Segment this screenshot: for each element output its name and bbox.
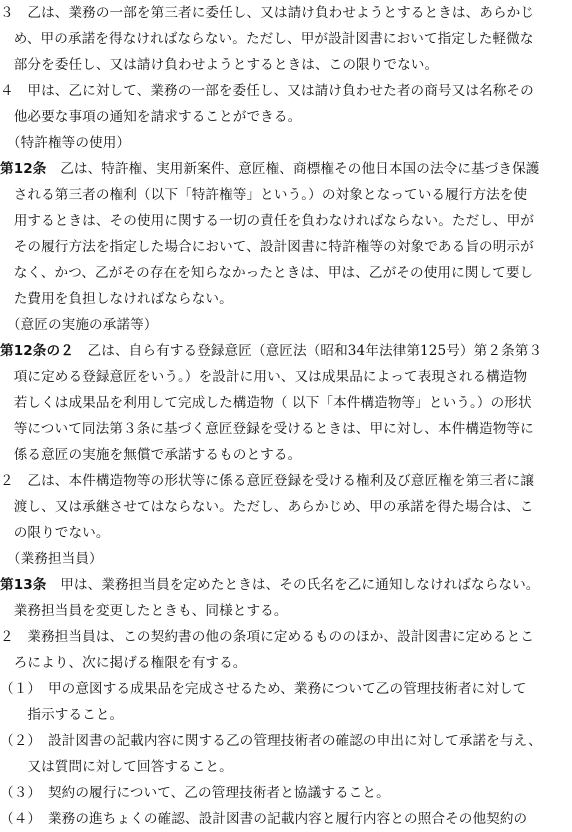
line-text: め、甲の承諾を得なければならない。ただし、甲が設計図書において指定した軽微な bbox=[0, 31, 534, 47]
line-text: 項に定める登録意匠をいう。）を設計に用い、又は成果品によって表現される構造物 bbox=[0, 369, 528, 385]
article-heading: 第13条 bbox=[0, 577, 47, 593]
text-line bbox=[0, 390, 532, 416]
line-text: ３ 乙は、業務の一部を第三者に委任し、又は請け負わせようとするときは、あらかじ bbox=[0, 5, 535, 21]
line-text: 係る意匠の実施を無償で承諾するものとする。 bbox=[0, 447, 302, 463]
line-text: （４） 業務の進ちょくの確認、設計図書の記載内容と履行内容との照合その他契約の bbox=[0, 811, 528, 827]
text-line bbox=[0, 286, 233, 312]
text-line bbox=[0, 624, 534, 650]
text-line bbox=[0, 702, 123, 728]
text-line bbox=[0, 26, 534, 52]
line-text: 業務担当員を変更したときも、同様とする。 bbox=[0, 603, 288, 619]
line-text: た費用を負担しなければならない。 bbox=[0, 291, 233, 307]
line-text: 乙は、特許権、実用新案件、意匠権、商標権その他日本国の法令に基づき保護 bbox=[46, 161, 540, 177]
line-text: 他必要な事項の通知を請求することができる。 bbox=[0, 109, 302, 125]
text-line bbox=[0, 520, 110, 546]
text-line bbox=[0, 0, 534, 26]
text-line bbox=[0, 728, 542, 754]
text-line bbox=[0, 650, 247, 676]
text-line bbox=[0, 806, 527, 832]
text-line bbox=[0, 494, 534, 520]
article-heading: 第12条の２ bbox=[0, 343, 74, 359]
line-text: ２ 業務担当員は、この契約書の他の条項に定めるもののほか、設計図書に定めるとこ bbox=[0, 629, 535, 645]
text-line bbox=[0, 338, 542, 364]
text-line bbox=[0, 312, 158, 338]
text-line bbox=[0, 130, 130, 156]
line-text: 乙は、自ら有する登録意匠（意匠法（昭和34年法律第125号）第２条第３ bbox=[73, 343, 543, 359]
text-line bbox=[0, 676, 526, 702]
line-text: なく、かつ、乙がその存在を知らなかったときは、甲は、乙がその使用に関して要し bbox=[0, 265, 534, 281]
line-text: 渡し、又は承継させてはならない。ただし、あらかじめ、甲の承諾を得た場合は、こ bbox=[0, 499, 534, 515]
text-line bbox=[0, 364, 527, 390]
line-text: ろにより、次に掲げる権限を有する。 bbox=[0, 655, 247, 671]
line-text: 若しくは成果品を利用して完成した構造物（ 以下「本件構造物等」という。）の形状 bbox=[0, 395, 532, 411]
text-line bbox=[0, 52, 438, 78]
line-text: ２ 乙は、本件構造物等の形状等に係る意匠登録を受ける権利及び意匠権を第三者に譲 bbox=[0, 473, 535, 489]
text-line bbox=[0, 754, 233, 780]
line-text: その履行方法を指定した場合において、設計図書に特許権等の対象である旨の明示が bbox=[0, 239, 534, 255]
text-line bbox=[0, 78, 534, 104]
text-line bbox=[0, 598, 288, 624]
line-text: （１） 甲の意図する成果品を完成させるため、業務について乙の管理技術者に対して bbox=[0, 681, 527, 697]
line-text: の限りでない。 bbox=[0, 525, 110, 541]
text-line bbox=[0, 572, 540, 598]
line-text: （意匠の実施の承諾等） bbox=[0, 317, 158, 333]
line-text: ４ 甲は、乙に対して、業務の一部を委任し、又は請け負わせた者の商号又は名称その bbox=[0, 83, 534, 99]
text-line bbox=[0, 546, 103, 572]
line-text: 又は質問に対して回答すること。 bbox=[0, 759, 233, 775]
line-text: （特許権等の使用） bbox=[0, 135, 131, 151]
line-text: （業務担当員） bbox=[0, 551, 103, 567]
text-line bbox=[0, 260, 533, 286]
line-text: （２） 設計図書の記載内容に関する乙の管理技術者の確認の申出に対して承諾を与え、 bbox=[0, 733, 542, 749]
text-line bbox=[0, 234, 534, 260]
article-heading: 第12条 bbox=[0, 161, 47, 177]
line-text: （３） 契約の履行について、乙の管理技術者と協議すること。 bbox=[0, 785, 390, 801]
line-text: される第三者の権利（以下「特許権等」という。）の対象となっている履行方法を使 bbox=[0, 187, 528, 203]
text-line bbox=[0, 468, 534, 494]
line-text: 指示すること。 bbox=[0, 707, 124, 723]
text-line bbox=[0, 182, 527, 208]
line-text: 用するときは、その使用に関する一切の責任を負わなければならない。ただし、甲が bbox=[0, 213, 535, 229]
line-text: 等について同法第３条に基づく意匠登録を受けるときは、甲に対し、本件構造物等に bbox=[0, 421, 534, 437]
text-line bbox=[0, 208, 534, 234]
text-line bbox=[0, 442, 301, 468]
text-line bbox=[0, 416, 534, 442]
line-text: 甲は、業務担当員を定めたときは、その氏名を乙に通知しなければならない。 bbox=[46, 577, 540, 593]
text-line bbox=[0, 780, 390, 806]
text-line bbox=[0, 104, 301, 130]
text-line bbox=[0, 156, 540, 182]
line-text: 部分を委任し、又は請け負わせようとするときは、この限りでない。 bbox=[0, 57, 439, 73]
